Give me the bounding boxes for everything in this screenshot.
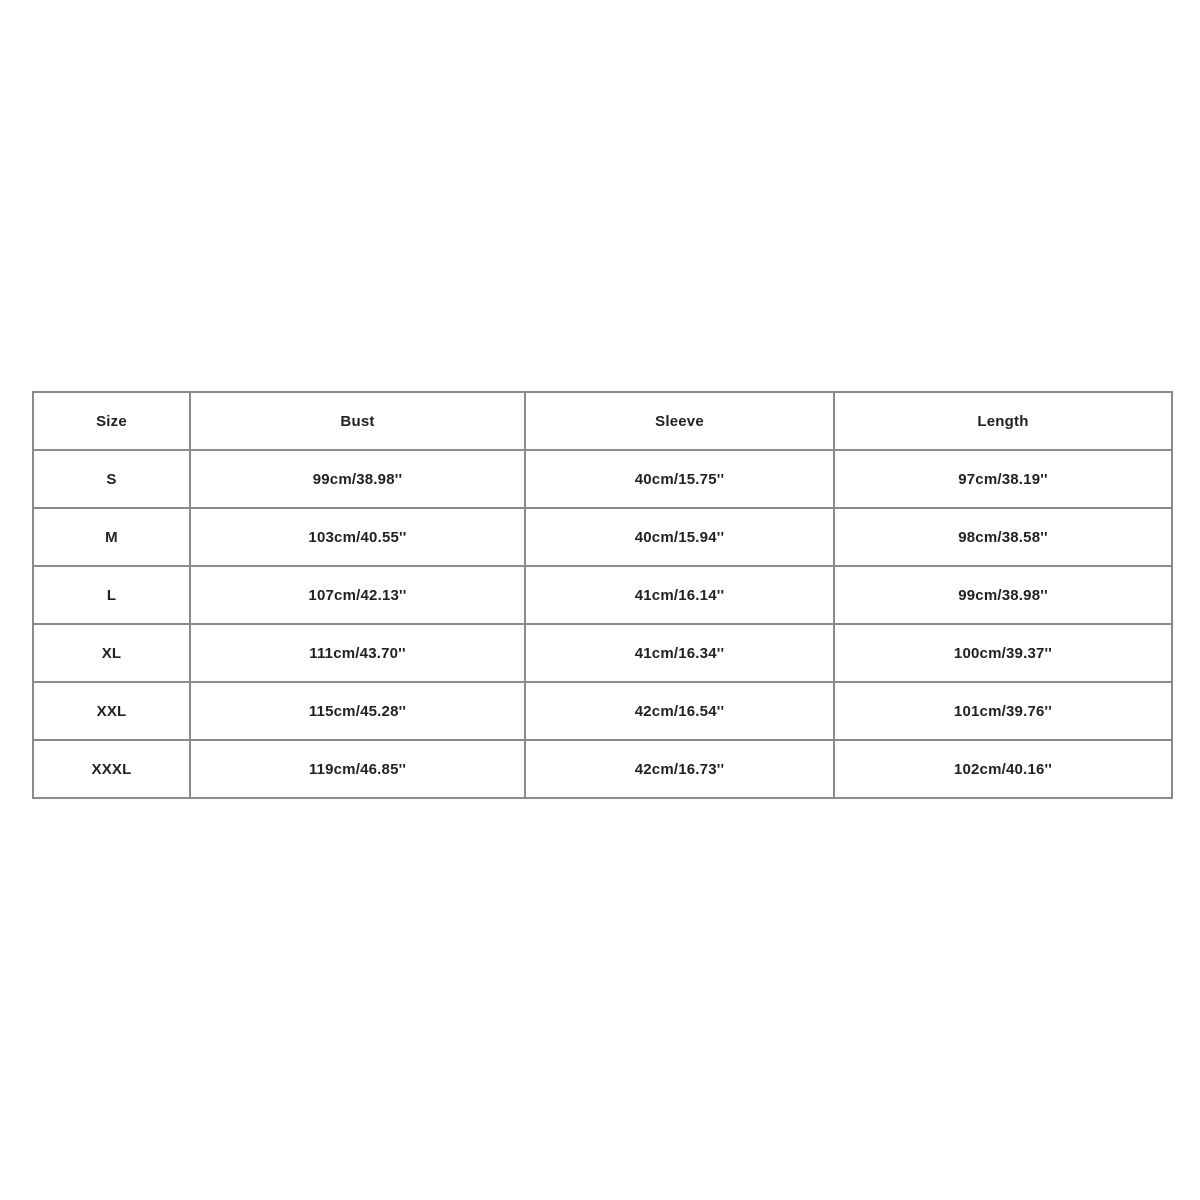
cell-sleeve: 40cm/15.94'' [525,508,834,566]
table-header-row [33,392,1172,450]
cell-sleeve: 42cm/16.73'' [525,740,834,798]
size-chart-table [32,391,1173,799]
header-sleeve: Sleeve [525,392,834,450]
cell-bust: 99cm/38.98'' [190,450,525,508]
table-row [33,566,1172,624]
cell-size: M [33,508,190,566]
table-row [33,450,1172,508]
table-row [33,508,1172,566]
cell-sleeve: 40cm/15.75'' [525,450,834,508]
cell-bust: 111cm/43.70'' [190,624,525,682]
cell-size: XXL [33,682,190,740]
cell-bust: 115cm/45.28'' [190,682,525,740]
cell-length: 102cm/40.16'' [834,740,1172,798]
table-row [33,740,1172,798]
header-length: Length [834,392,1172,450]
cell-bust: 103cm/40.55'' [190,508,525,566]
cell-bust: 107cm/42.13'' [190,566,525,624]
table-row [33,624,1172,682]
cell-sleeve: 42cm/16.54'' [525,682,834,740]
cell-sleeve: 41cm/16.14'' [525,566,834,624]
header-bust: Bust [190,392,525,450]
cell-length: 98cm/38.58'' [834,508,1172,566]
cell-sleeve: 41cm/16.34'' [525,624,834,682]
header-size: Size [33,392,190,450]
cell-length: 101cm/39.76'' [834,682,1172,740]
table-row [33,682,1172,740]
cell-size: XL [33,624,190,682]
cell-length: 99cm/38.98'' [834,566,1172,624]
cell-size: S [33,450,190,508]
cell-size: L [33,566,190,624]
cell-length: 97cm/38.19'' [834,450,1172,508]
cell-size: XXXL [33,740,190,798]
cell-length: 100cm/39.37'' [834,624,1172,682]
cell-bust: 119cm/46.85'' [190,740,525,798]
